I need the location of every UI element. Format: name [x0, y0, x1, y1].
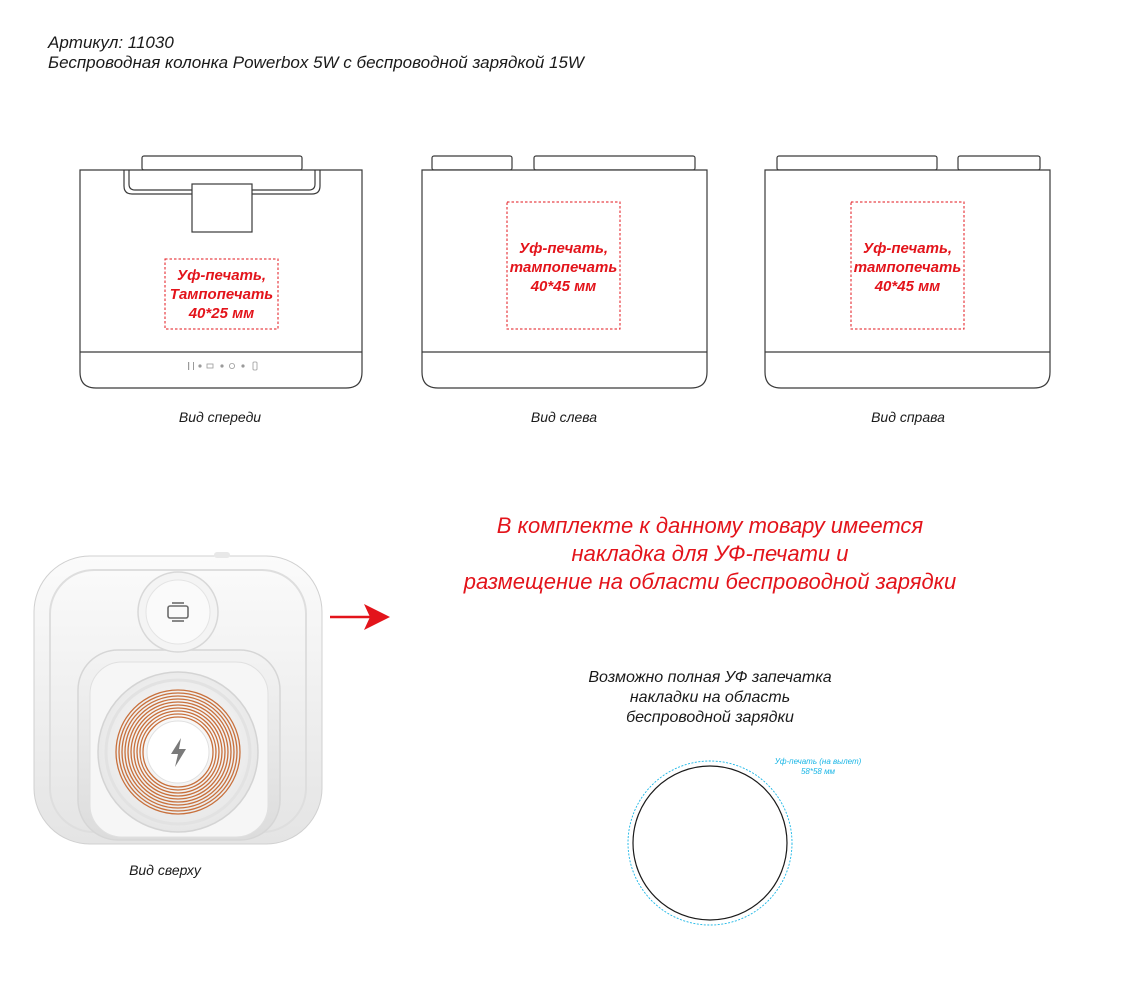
front-view-caption: Вид спереди — [178, 409, 262, 425]
front-print-zone-label: Уф-печать, Тампопечать 40*25 мм — [169, 267, 274, 322]
product-title: Беспроводная колонка Powerbox 5W с беспроводной зарядкой 15W — [48, 53, 584, 72]
pad-outline-circle — [633, 766, 787, 920]
article-number: Артикул: 11030 — [48, 33, 174, 52]
right-print-zone-label: Уф-печать, тампопечать 40*45 мм — [853, 240, 962, 295]
pad-bleed-label: Уф-печать (на вылет) 58*58 мм — [774, 757, 862, 776]
left-print-zone-label: Уф-печать, тампопечать 40*45 мм — [509, 240, 618, 295]
full-print-note: Возможно полная УФ запечатка накладки на область беспроводной зарядки — [588, 669, 832, 726]
right-view-caption: Вид справа — [871, 409, 945, 425]
top-view-caption: Вид сверху — [129, 862, 201, 878]
left-view-caption: Вид слева — [530, 409, 598, 425]
kit-promo-text: В комплекте к данному товару имеется накладка для УФ-печати и размещение на области беспроводной зарядки — [463, 513, 957, 594]
